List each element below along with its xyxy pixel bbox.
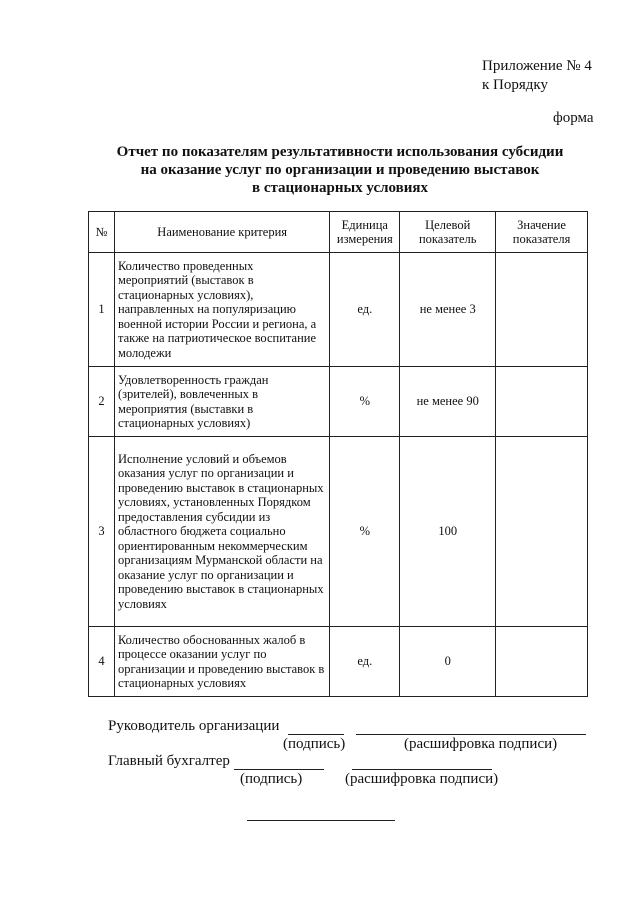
title-line-3: в стационарных условиях bbox=[251, 180, 429, 196]
head-signature-label: Руководитель организации bbox=[108, 718, 280, 734]
accountant-signature-hint: (подпись) bbox=[240, 771, 303, 787]
table-row bbox=[89, 253, 588, 367]
header-target: Целевой показатель bbox=[400, 212, 496, 253]
form-label: форма bbox=[553, 110, 594, 126]
header-number: № bbox=[89, 212, 115, 253]
document-title bbox=[60, 143, 620, 197]
header-unit: Единица измерения bbox=[330, 212, 400, 253]
title-line-2: на оказание услуг по организации и проведению выставок bbox=[140, 162, 540, 178]
criterion-target: не менее 3 bbox=[400, 253, 496, 367]
appendix-reference bbox=[482, 57, 592, 95]
criterion-name: Количество проведенных мероприятий (выставок в стационарных условиях), направленных на популяризацию военной истории России и региона, а также на патриотическое воспитание молодежи bbox=[114, 253, 329, 367]
row-number: 3 bbox=[89, 437, 115, 627]
table-row bbox=[89, 437, 588, 627]
title-line-1: Отчет по показателям результативности использования субсидии bbox=[116, 144, 564, 160]
criterion-value bbox=[496, 253, 588, 367]
criterion-value bbox=[496, 367, 588, 437]
table-row bbox=[89, 367, 588, 437]
criterion-name: Удовлетворенность граждан (зрителей), вовлеченных в мероприятия (выставки в стационарных условиях) bbox=[114, 367, 329, 437]
accountant-name-hint: (расшифровка подписи) bbox=[345, 771, 499, 787]
criterion-name: Исполнение условий и объемов оказания услуг по организации и проведению выставок в стационарных условиях, установленных Порядком предоставления субсидии из областного бюджета социально ориентированным некоммерческим организациям Мурманской области на оказание услуг по организации и проведению выставок в стационарных условиях bbox=[114, 437, 329, 627]
criterion-target: 100 bbox=[400, 437, 496, 627]
row-number: 1 bbox=[89, 253, 115, 367]
appendix-number: Приложение № 4 bbox=[482, 58, 592, 74]
criterion-name: Количество обоснованных жалоб в процессе оказании услуг по организации и проведению выставок в стационарных условиях bbox=[114, 627, 329, 697]
table-header-row bbox=[89, 212, 588, 253]
accountant-signature-line bbox=[234, 769, 324, 770]
head-name-hint: (расшифровка подписи) bbox=[404, 736, 558, 752]
accountant-signature-label: Главный бухгалтер bbox=[108, 753, 230, 769]
accountant-name-line bbox=[352, 769, 492, 770]
criterion-value bbox=[496, 437, 588, 627]
criterion-value bbox=[496, 627, 588, 697]
head-signature-line bbox=[288, 734, 344, 735]
row-number: 2 bbox=[89, 367, 115, 437]
head-signature-hint: (подпись) bbox=[283, 736, 346, 752]
criterion-unit: % bbox=[330, 437, 400, 627]
appendix-to-order: к Порядку bbox=[482, 77, 548, 93]
head-name-line bbox=[356, 734, 586, 735]
closing-divider bbox=[247, 820, 395, 821]
header-criterion-name: Наименование критерия bbox=[114, 212, 329, 253]
criterion-unit: % bbox=[330, 367, 400, 437]
header-value: Значение показателя bbox=[496, 212, 588, 253]
table-row bbox=[89, 627, 588, 697]
criteria-table bbox=[88, 211, 588, 697]
criterion-unit: ед. bbox=[330, 253, 400, 367]
criterion-target: не менее 90 bbox=[400, 367, 496, 437]
criterion-unit: ед. bbox=[330, 627, 400, 697]
criterion-target: 0 bbox=[400, 627, 496, 697]
row-number: 4 bbox=[89, 627, 115, 697]
